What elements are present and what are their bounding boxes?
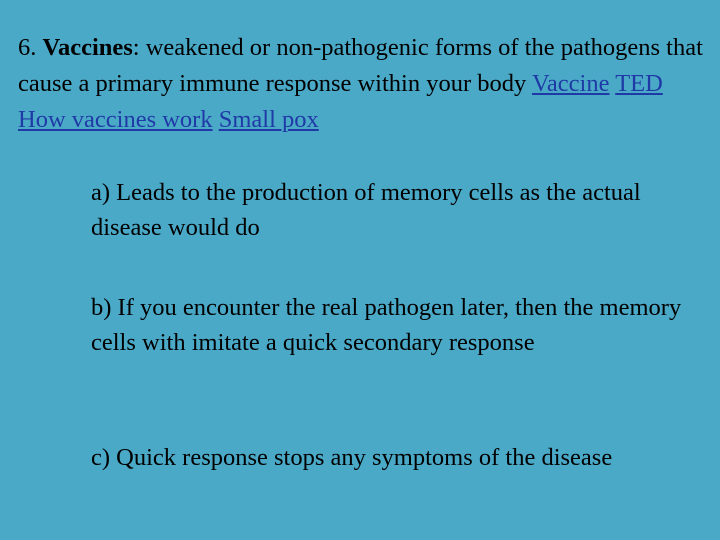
link-small-pox[interactable]: Small pox xyxy=(218,106,319,133)
item-number: 6. xyxy=(18,34,37,61)
term-vaccines: Vaccines xyxy=(42,34,133,61)
point-b: b) If you encounter the real pathogen later, then the memory cells with imitate a quick secondary response xyxy=(91,294,682,356)
point-c: c) Quick response stops any symptoms of the disease xyxy=(91,444,613,471)
definition-text: : weakened or non-pathogenic forms of the pathogens that cause a primary immune response within your body xyxy=(18,34,703,97)
link-vaccine[interactable]: Vaccine xyxy=(531,70,610,97)
main-paragraph xyxy=(18,30,708,138)
link-ted-how-vaccines-work[interactable]: TED How vaccines work xyxy=(18,70,663,133)
point-a: a) Leads to the production of memory cells as the actual disease would do xyxy=(91,179,641,241)
